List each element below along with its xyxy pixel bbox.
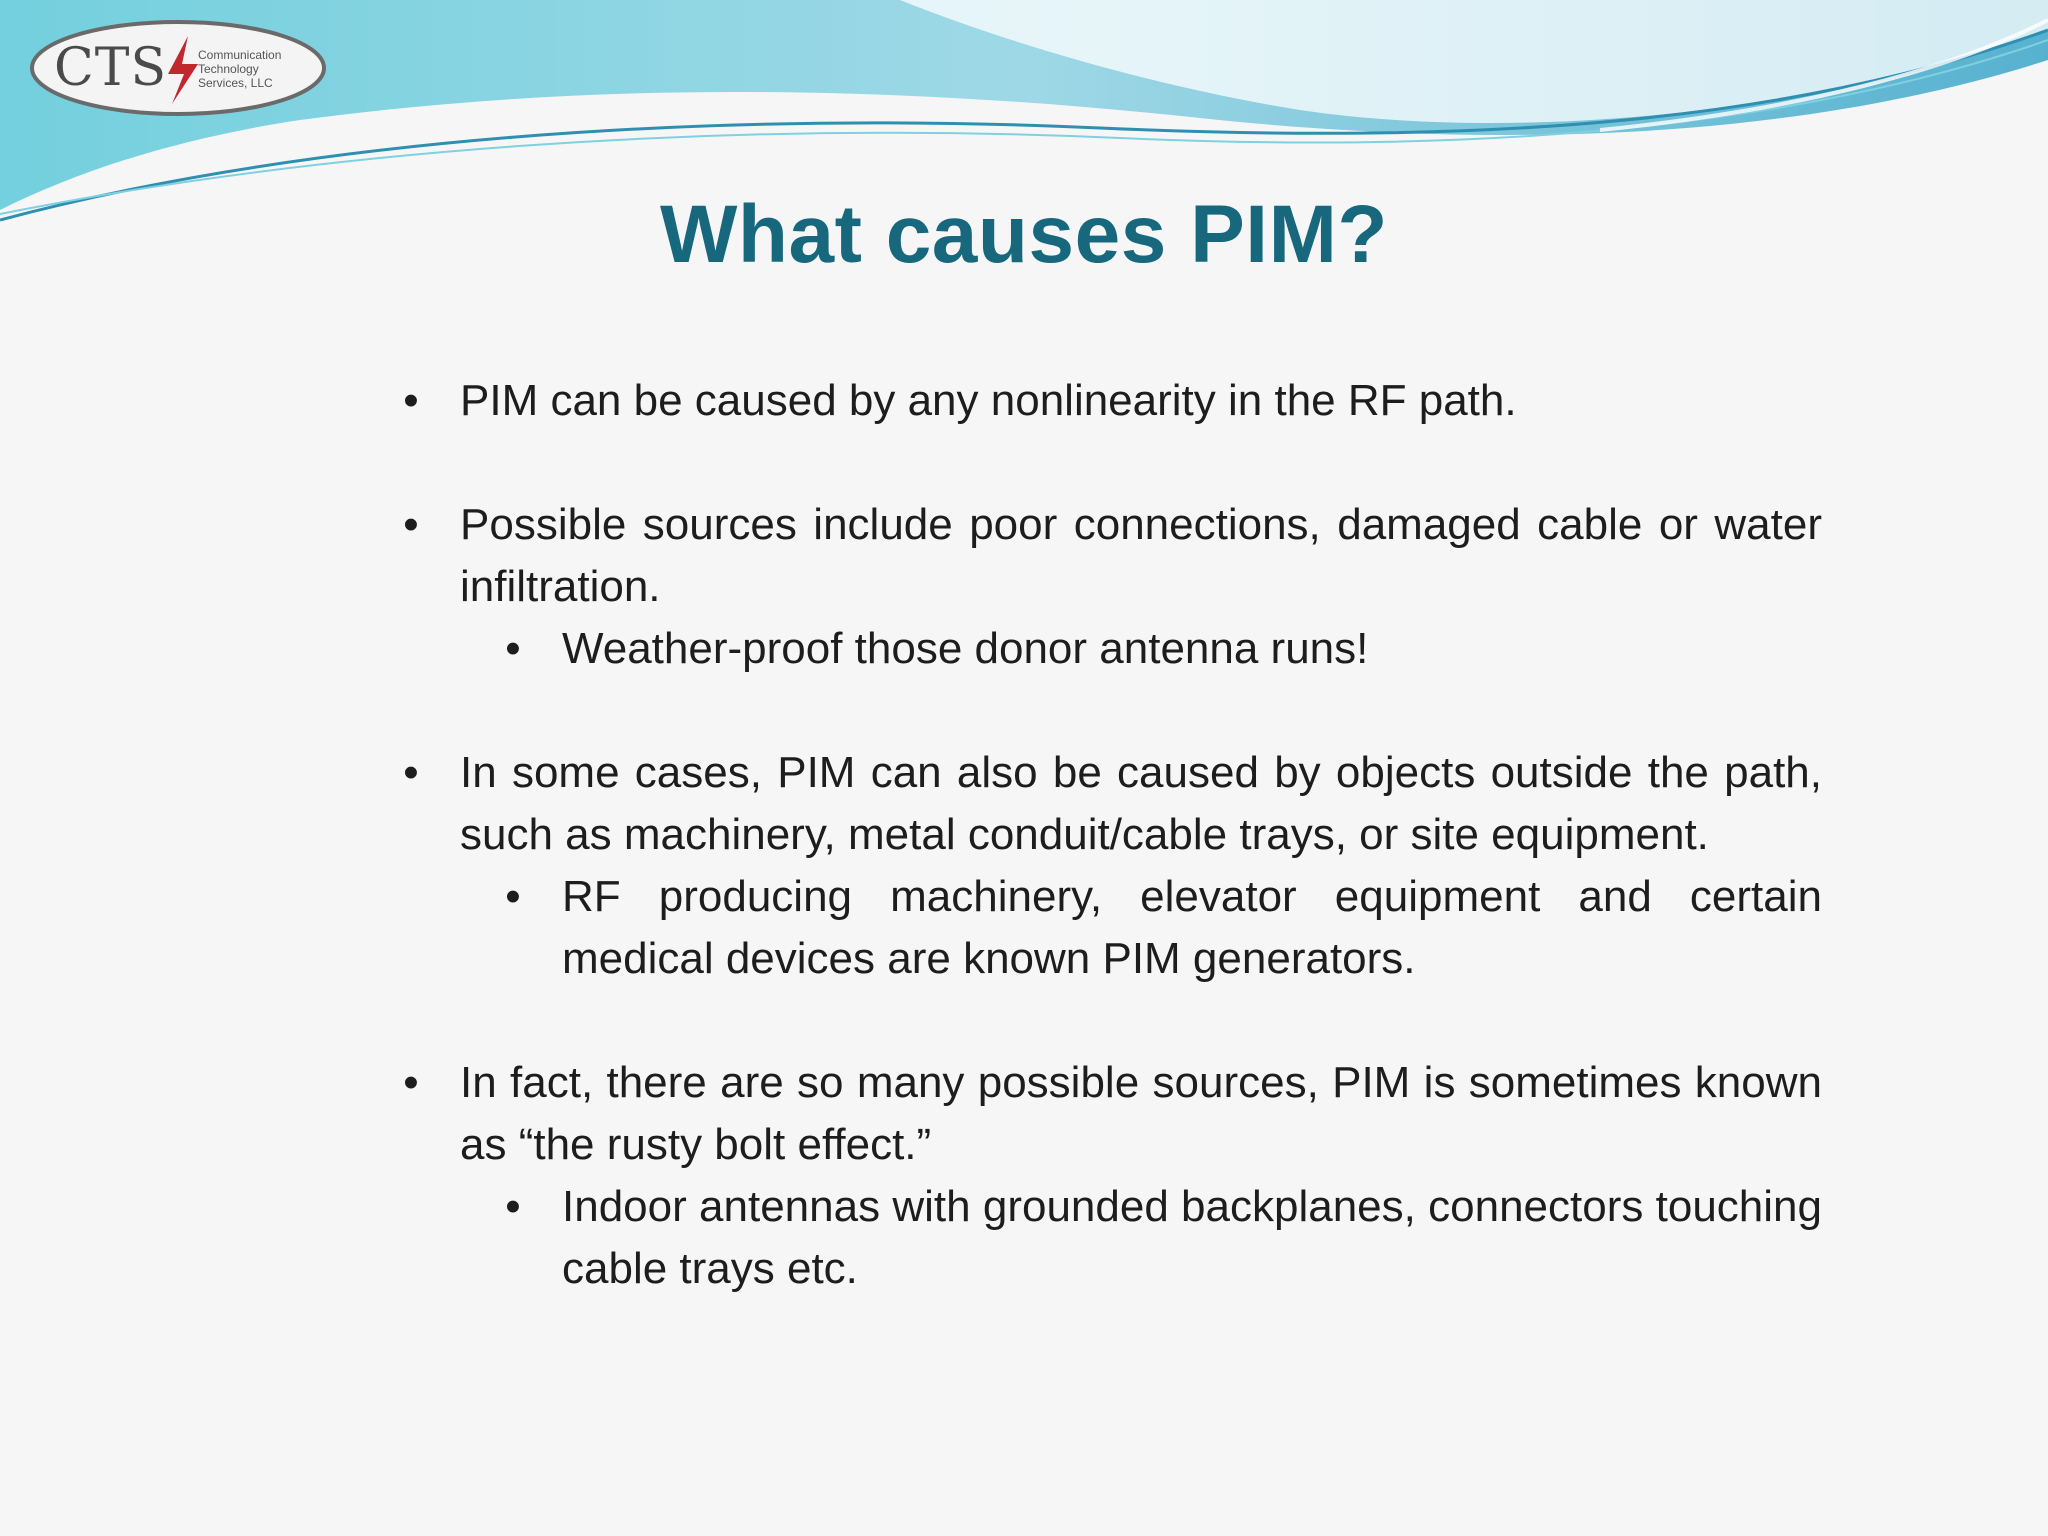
bullet-icon: •: [403, 1058, 419, 1107]
bullet-text: Weather-proof those donor antenna runs!: [562, 624, 1369, 673]
logo-letters: CTS: [54, 38, 168, 98]
bullet-text: PIM can be caused by any nonlinearity in the RF path.: [460, 376, 1517, 425]
bullet-item: [396, 1052, 1822, 1176]
bullet-item: [396, 370, 1822, 432]
bullet-item: [396, 742, 1822, 866]
bullet-icon: •: [403, 748, 419, 797]
logo-subtitle-line: Services, LLC: [198, 76, 273, 90]
logo-subtitle: [198, 48, 318, 90]
slide-title: What causes PIM?: [660, 189, 1388, 280]
bullet-icon: •: [505, 872, 521, 921]
bullet-list: [396, 370, 1822, 1300]
bullet-text: RF producing machinery, elevator equipment and certain medical devices are known PIM generators.: [562, 872, 1822, 983]
logo-subtitle-line: Communication: [198, 48, 282, 62]
sub-bullet-item: [396, 1176, 1822, 1300]
bullet-icon: •: [403, 500, 419, 549]
bullet-text: In some cases, PIM can also be caused by objects outside the path, such as machinery, metal conduit/cable trays, or site equipment.: [460, 748, 1822, 859]
bullet-text: Possible sources include poor connections, damaged cable or water infiltration.: [460, 500, 1822, 611]
bullet-item: [396, 494, 1822, 618]
company-logo: [28, 18, 330, 120]
sub-bullet-item: [396, 866, 1822, 990]
sub-bullet-item: [396, 618, 1822, 680]
bullet-icon: •: [403, 376, 419, 425]
bullet-icon: •: [505, 1182, 521, 1231]
bullet-text: In fact, there are so many possible sources, PIM is sometimes known as “the rusty bolt effect.”: [460, 1058, 1822, 1169]
bullet-text: Indoor antennas with grounded backplanes, connectors touching cable trays etc.: [562, 1182, 1822, 1293]
bullet-icon: •: [505, 624, 521, 673]
logo-subtitle-line: Technology: [198, 62, 259, 76]
